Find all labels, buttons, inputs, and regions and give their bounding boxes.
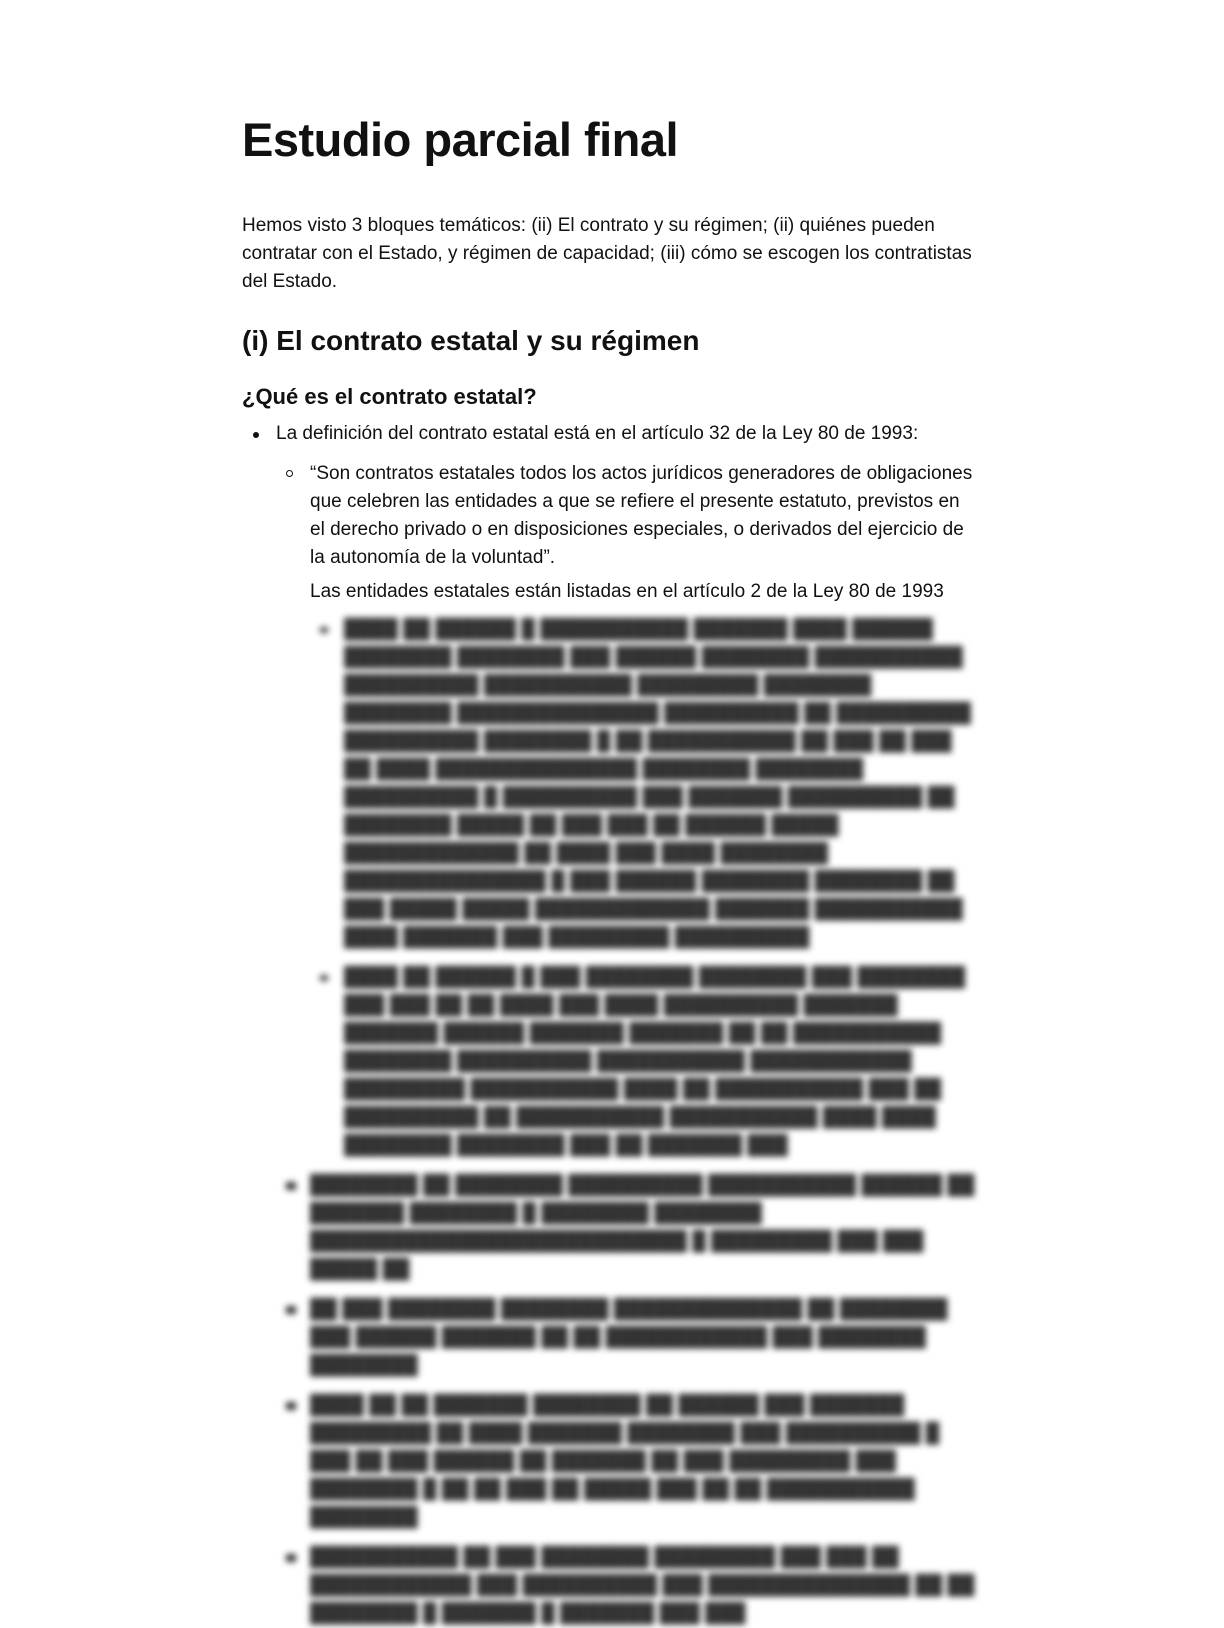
partial-sub-bullet-text: Las entidades estatales están listadas en el artículo 2 de la Ley 80 de 1993 bbox=[310, 581, 944, 602]
list-item bbox=[242, 420, 977, 572]
page-title: Estudio parcial final bbox=[242, 113, 679, 166]
intro-paragraph: Hemos visto 3 bloques temáticos: (ii) El contrato y su régimen; (ii) quiénes pueden contratar con el Estado, y régimen de capacidad; (iii) cómo se escogen los contratistas del Estado. bbox=[242, 215, 972, 292]
document-page bbox=[242, 110, 977, 584]
bullet-text: La definición del contrato estatal está en el artículo 32 de la Ley 80 de 1993: bbox=[276, 423, 919, 444]
section-heading: (i) El contrato estatal y su régimen bbox=[242, 325, 700, 356]
blurred-content: ████ ██ ██████ █ ███████████ ███████ ████ ██████ ████████ ████████ ███ ██████ ████████ ███████████ ██████████ ███████████ █████████ ████████ ████████ ███████████████ ██████████ ██ ██████████ ██████████ ████████ █ ██ ███████████ ██ ███ ██ ███ ██ ████ ███████████████ ████████ ████████ ██████████ █ ██████████ ███ ███████ ██████████ ██ ████████ █████ ██ ███ ███ ██ ██████ █████ █████████████ ██ ████ ███ ████ ████████ ███████████████ █ ███ ██████ ████████ ████████ ██ ███ █████ █████ █████████████ ███████ ███████████ ████ ███████ ███ █████████ ██████████ ████ ██ ██████ █ ███ ████████ ████████ ███ ████████ ███ ███ ██ ██ ████ ███ ████ ██████████ ███████ ███████ ██████ ███████ ███████ ██ ██ ███████████ ████████ ██████████ ███████████ ████████████ █████████ ███████████ ████ ██ ███████████ ███ ██ ██████████ ██ ███████████ ███████████ ████ ████ ████████ ████████ ███ ██ ███████ ███ ████████ ██ ████████ ██████████ ███████████ ██████ ██ ███████ ████████ █ ████████ ████████ ████████████████████████████ █ █████████ ███ ███ █████ ██ ██ ███ ████████ ████████ ██████████████ ██ ████████ ███ ██████ ███████ ██ ██ ████████████ ███ ████████ ████████ ████ ██ ██ ███████ ████████ ██ ██████ ███ ███████ █████████ ██ ████ ███████ ████████ ███ ██████████ █ ███ ██ ███ ██████ ██ ███████ ██ ███ █████████ ███ ████████ █ ██ ██ ███ ██ █████ ███ ██ ██ ███████████ ████████ ███████████ ██ ███ ████████ █████████ ███ ███ ██ ████████████ ███ ██████████ ███ ███████████████ ██ ██ ████████ █ ███████ █ ███████ ███ ███ bbox=[242, 576, 977, 1436]
bullet-list bbox=[242, 420, 977, 572]
sub-list-item: “Son contratos estatales todos los actos jurídicos generadores de obligaciones que celebren las entidades a que se refiere el presente estatuto, previstos en el derecho privado o en disposiciones especiales, o derivados del ejercicio de la autonomía de la voluntad”. bbox=[276, 460, 977, 572]
subsection-heading: ¿Qué es el contrato estatal? bbox=[242, 384, 537, 409]
sub-bullet-list bbox=[276, 460, 977, 572]
